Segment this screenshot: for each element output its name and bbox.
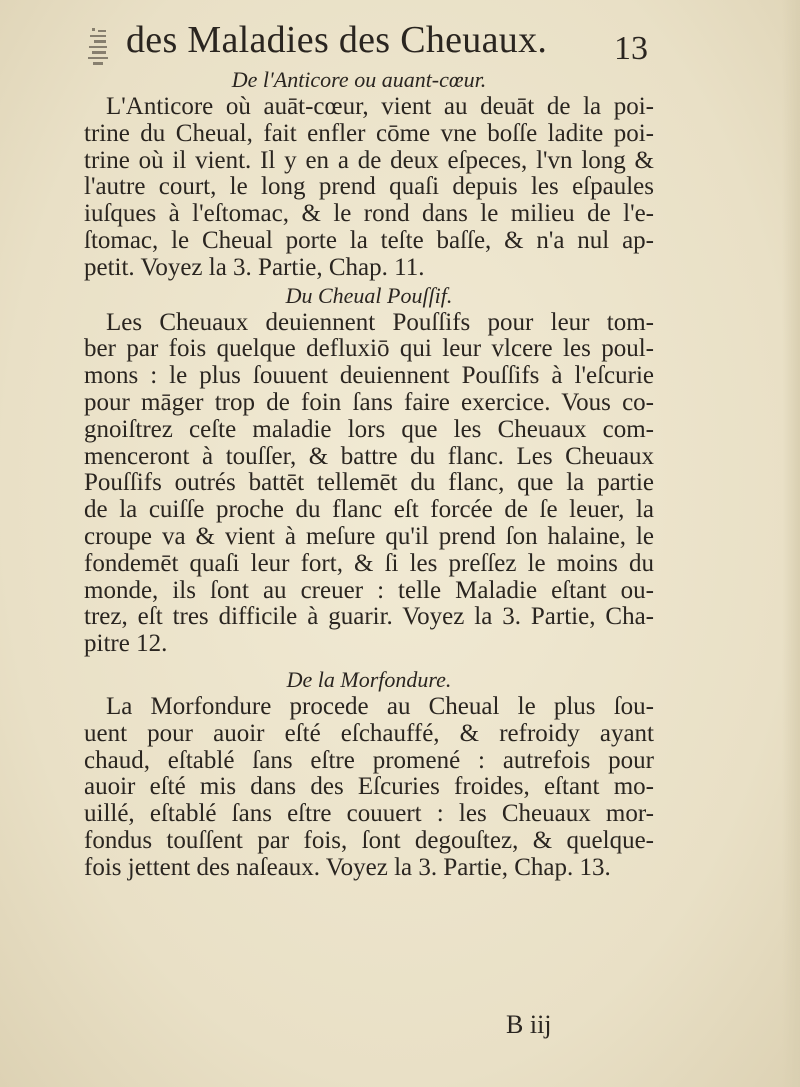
text-line: fois jettent des naſeaux. Voyez la 3. Partie, Chap. 13. (84, 853, 611, 881)
text-line: ſtomac, le Cheual porte la teſte baſſe, & n'a nul ap- (84, 226, 654, 254)
text-line: trine où il vient. Il y en a de deux eſpeces, l'vn long & (84, 146, 654, 174)
text-line: uillé, eſtablé ſans eſtre couuert : les Cheuaux mor- (84, 800, 654, 828)
text-line: La Morfondure procede au Cheual le plus ſou- (106, 692, 654, 720)
text-line: Pouſſifs outrés battēt tellemēt du flanc, que la partie (84, 469, 654, 497)
body-text (84, 66, 654, 882)
signature-mark: B iij (506, 1010, 552, 1039)
text-line: croupe va & vient à meſure qu'il prend ſon halaine, le (84, 522, 654, 550)
text-line: de la cuiſſe proche du flanc eſt forcée de ſe leuer, la (84, 496, 654, 524)
text-line: iuſques à l'eſtomac, & le rond dans le milieu de l'e- (84, 200, 654, 228)
page-number: 13 (614, 30, 648, 67)
text-line: auoir eſté mis dans des Eſcuries froides, eſtant mo- (84, 773, 654, 801)
section-heading: Du Cheual Pouſſif. (285, 282, 453, 308)
text-line: monde, ils ſont au creuer : telle Maladie eſtant ou- (84, 576, 654, 604)
text-line: l'autre court, le long prend quaſi depuis les eſpaules (84, 173, 654, 201)
text-line: uent pour auoir eſté eſchauffé, & refroidy ayant (84, 719, 654, 747)
text-line: pour māger trop de foin ſans faire exercice. Vous co- (84, 388, 654, 416)
text-line: menceront à touſſer, & battre du flanc. Les Cheuaux (84, 442, 654, 470)
text-line: Les Cheuaux deuiennent Pouſſifs pour leur tom- (106, 308, 654, 336)
text-line: L'Anticore où auāt-cœur, vient au deuāt de la poi- (106, 93, 654, 120)
text-line: petit. Voyez la 3. Partie, Chap. 11. (84, 253, 425, 281)
text-line: fondemēt quaſi leur fort, & ſi les preſſez le moins du (84, 549, 654, 577)
section-heading: De l'Anticore ou auant-cœur. (231, 67, 487, 92)
section-heading: De la Morfondure. (286, 666, 452, 692)
text-line: ber par fois quelque defluxiō qui leur vlcere les poul- (84, 335, 654, 363)
printer-ornament-icon (86, 26, 114, 70)
text-line: pitre 12. (84, 630, 168, 658)
text-line: trine du Cheual, fait enfler cōme vne boſſe ladite poi- (84, 119, 654, 147)
text-line: gnoiſtrez ceſte maladie lors que les Cheuaux com- (84, 415, 654, 443)
text-line: chaud, eſtablé ſans eſtre promené : autrefois pour (84, 746, 654, 774)
running-head: des Maladies des Cheuaux. (126, 19, 548, 61)
text-line: mons : le plus ſouuent deuiennent Pouſſifs à l'eſcurie (84, 362, 654, 390)
text-line: trez, eſt tres difficile à guarir. Voyez la 3. Partie, Cha- (84, 603, 654, 631)
text-line: fondus touſſent par fois, ſont degouſtez, & quelque- (84, 826, 654, 854)
